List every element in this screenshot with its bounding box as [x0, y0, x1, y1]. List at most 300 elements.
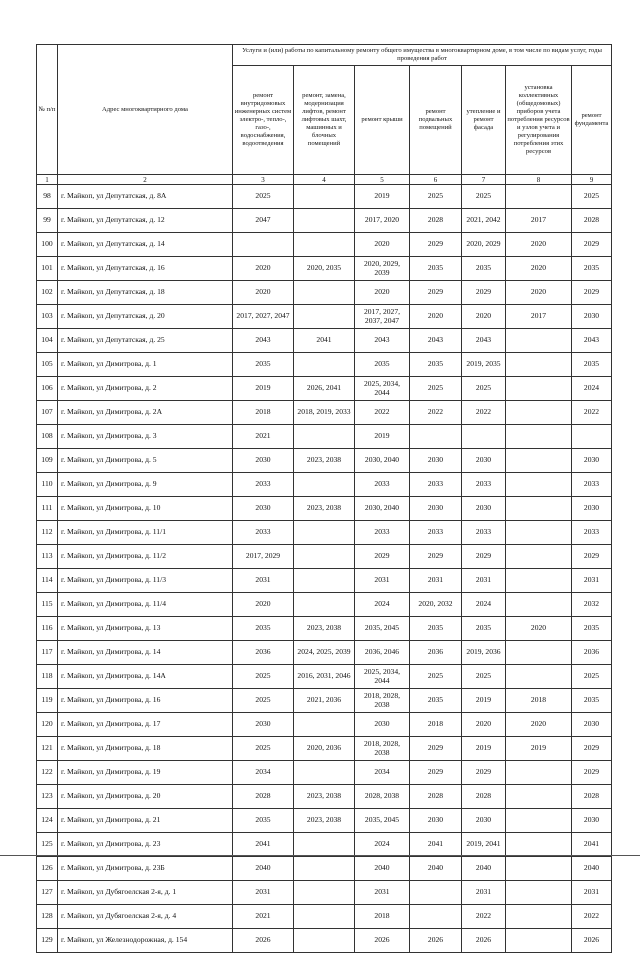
- basement-cell: 2028: [410, 785, 462, 809]
- meters-cell: [506, 833, 572, 857]
- facade-cell: 2035: [462, 617, 506, 641]
- row-number-cell: 104: [37, 329, 58, 353]
- meters-cell: [506, 761, 572, 785]
- roof-cell: 2018, 2028, 2038: [355, 737, 410, 761]
- address-cell: г. Майкоп, ул Димитрова, д. 2А: [58, 401, 233, 425]
- foundation-cell: 2035: [572, 689, 612, 713]
- basement-cell: [410, 905, 462, 929]
- elevators-cell: [294, 593, 355, 617]
- elevators-cell: [294, 857, 355, 881]
- foundation-cell: 2028: [572, 209, 612, 233]
- foundation-cell: 2033: [572, 521, 612, 545]
- address-cell: г. Майкоп, ул Депутатская, д. 12: [58, 209, 233, 233]
- header-work-basement: ремонт подвальных помещений: [410, 66, 462, 175]
- elevators-cell: [294, 929, 355, 953]
- table-row: [37, 833, 612, 857]
- basement-cell: 2025: [410, 185, 462, 209]
- foundation-cell: 2029: [572, 281, 612, 305]
- table-row: [37, 593, 612, 617]
- header-work-meters: установка коллективных (общедомовых) приборов учета потребления ресурсов и узлов учета и регулирования потребления этих ресурсов: [506, 66, 572, 175]
- elevators-cell: 2018, 2019, 2033: [294, 401, 355, 425]
- row-number-cell: 116: [37, 617, 58, 641]
- roof-cell: 2022: [355, 401, 410, 425]
- engineering-systems-cell: 2033: [233, 473, 294, 497]
- basement-cell: 2029: [410, 545, 462, 569]
- roof-cell: 2030, 2040: [355, 497, 410, 521]
- engineering-systems-cell: 2035: [233, 617, 294, 641]
- engineering-systems-cell: 2030: [233, 449, 294, 473]
- table-row: [37, 761, 612, 785]
- roof-cell: 2028, 2038: [355, 785, 410, 809]
- elevators-cell: 2016, 2031, 2046: [294, 665, 355, 689]
- roof-cell: 2026: [355, 929, 410, 953]
- engineering-systems-cell: 2036: [233, 641, 294, 665]
- foundation-cell: 2029: [572, 737, 612, 761]
- engineering-systems-cell: 2031: [233, 569, 294, 593]
- table-row: [37, 329, 612, 353]
- engineering-systems-cell: 2025: [233, 665, 294, 689]
- meters-cell: [506, 593, 572, 617]
- basement-cell: 2035: [410, 689, 462, 713]
- roof-cell: 2018, 2028, 2038: [355, 689, 410, 713]
- row-number-cell: 112: [37, 521, 58, 545]
- roof-cell: 2040: [355, 857, 410, 881]
- basement-cell: 2035: [410, 353, 462, 377]
- table-row: [37, 377, 612, 401]
- basement-cell: 2026: [410, 929, 462, 953]
- meters-cell: 2020: [506, 617, 572, 641]
- basement-cell: 2030: [410, 449, 462, 473]
- facade-cell: [462, 425, 506, 449]
- engineering-systems-cell: 2034: [233, 761, 294, 785]
- facade-cell: 2031: [462, 569, 506, 593]
- meters-cell: [506, 857, 572, 881]
- table-row: [37, 425, 612, 449]
- engineering-systems-cell: 2041: [233, 833, 294, 857]
- foundation-cell: 2028: [572, 785, 612, 809]
- elevators-cell: 2026, 2041: [294, 377, 355, 401]
- foundation-cell: 2035: [572, 353, 612, 377]
- header-work-elevators: ремонт, замена, модернизация лифтов, ремонт лифтовых шахт, машинных и блочных помещений: [294, 66, 355, 175]
- engineering-systems-cell: 2020: [233, 257, 294, 281]
- elevators-cell: [294, 833, 355, 857]
- foundation-cell: 2024: [572, 377, 612, 401]
- meters-cell: [506, 545, 572, 569]
- foundation-cell: 2029: [572, 545, 612, 569]
- address-cell: г. Майкоп, ул Димитрова, д. 14А: [58, 665, 233, 689]
- meters-cell: [506, 497, 572, 521]
- address-cell: г. Майкоп, ул Димитрова, д. 11/2: [58, 545, 233, 569]
- facade-cell: 2022: [462, 401, 506, 425]
- table-row: [37, 185, 612, 209]
- table-row: [37, 497, 612, 521]
- row-number-cell: 117: [37, 641, 58, 665]
- facade-cell: 2035: [462, 257, 506, 281]
- foundation-cell: 2035: [572, 617, 612, 641]
- engineering-systems-cell: 2047: [233, 209, 294, 233]
- table-row: [37, 857, 612, 881]
- row-number-cell: 111: [37, 497, 58, 521]
- facade-cell: 2019: [462, 689, 506, 713]
- table-row: [37, 521, 612, 545]
- elevators-cell: 2021, 2036: [294, 689, 355, 713]
- header-work-roof: ремонт крыши: [355, 66, 410, 175]
- elevators-cell: [294, 305, 355, 329]
- foundation-cell: 2029: [572, 761, 612, 785]
- row-number-cell: 115: [37, 593, 58, 617]
- foundation-cell: 2029: [572, 233, 612, 257]
- header-work-foundation: ремонт фундамента: [572, 66, 612, 175]
- column-number: 1: [37, 175, 58, 185]
- elevators-cell: [294, 713, 355, 737]
- facade-cell: 2029: [462, 761, 506, 785]
- facade-cell: 2019, 2036: [462, 641, 506, 665]
- meters-cell: [506, 929, 572, 953]
- facade-cell: 2019, 2035: [462, 353, 506, 377]
- basement-cell: 2035: [410, 257, 462, 281]
- engineering-systems-cell: 2033: [233, 521, 294, 545]
- engineering-systems-cell: 2019: [233, 377, 294, 401]
- meters-cell: 2018: [506, 689, 572, 713]
- row-number-cell: 129: [37, 929, 58, 953]
- basement-cell: [410, 881, 462, 905]
- meters-cell: [506, 329, 572, 353]
- engineering-systems-cell: 2035: [233, 353, 294, 377]
- roof-cell: 2019: [355, 185, 410, 209]
- column-number: 9: [572, 175, 612, 185]
- meters-cell: [506, 377, 572, 401]
- basement-cell: 2040: [410, 857, 462, 881]
- engineering-systems-cell: 2021: [233, 425, 294, 449]
- facade-cell: 2033: [462, 473, 506, 497]
- facade-cell: 2028: [462, 785, 506, 809]
- meters-cell: 2020: [506, 281, 572, 305]
- roof-cell: 2043: [355, 329, 410, 353]
- roof-cell: 2017, 2027, 2037, 2047: [355, 305, 410, 329]
- basement-cell: 2031: [410, 569, 462, 593]
- engineering-systems-cell: 2028: [233, 785, 294, 809]
- facade-cell: 2019: [462, 737, 506, 761]
- roof-cell: 2020: [355, 281, 410, 305]
- facade-cell: 2043: [462, 329, 506, 353]
- elevators-cell: [294, 521, 355, 545]
- roof-cell: 2024: [355, 833, 410, 857]
- facade-cell: 2026: [462, 929, 506, 953]
- row-number-cell: 126: [37, 857, 58, 881]
- basement-cell: 2030: [410, 809, 462, 833]
- basement-cell: 2020: [410, 305, 462, 329]
- basement-cell: 2025: [410, 377, 462, 401]
- facade-cell: 2030: [462, 449, 506, 473]
- foundation-cell: 2040: [572, 857, 612, 881]
- basement-cell: 2035: [410, 617, 462, 641]
- address-cell: г. Майкоп, ул Димитрова, д. 21: [58, 809, 233, 833]
- meters-cell: [506, 905, 572, 929]
- capital-repair-schedule-table: [36, 44, 612, 953]
- row-number-cell: 113: [37, 545, 58, 569]
- address-cell: г. Майкоп, ул Димитрова, д. 14: [58, 641, 233, 665]
- address-cell: г. Майкоп, ул Депутатская, д. 25: [58, 329, 233, 353]
- row-number-cell: 102: [37, 281, 58, 305]
- page-bottom-rule: [0, 855, 640, 856]
- row-number-cell: 100: [37, 233, 58, 257]
- facade-cell: 2030: [462, 809, 506, 833]
- address-cell: г. Майкоп, ул Димитрова, д. 1: [58, 353, 233, 377]
- row-number-cell: 110: [37, 473, 58, 497]
- address-cell: г. Майкоп, ул Железнодорожная, д. 154: [58, 929, 233, 953]
- facade-cell: 2019, 2041: [462, 833, 506, 857]
- engineering-systems-cell: 2018: [233, 401, 294, 425]
- engineering-systems-cell: 2021: [233, 905, 294, 929]
- basement-cell: 2020, 2032: [410, 593, 462, 617]
- roof-cell: 2020: [355, 233, 410, 257]
- roof-cell: 2025, 2034, 2044: [355, 665, 410, 689]
- column-number: 4: [294, 175, 355, 185]
- row-number-cell: 123: [37, 785, 58, 809]
- meters-cell: 2020: [506, 257, 572, 281]
- engineering-systems-cell: 2040: [233, 857, 294, 881]
- foundation-cell: 2030: [572, 713, 612, 737]
- table-row: [37, 233, 612, 257]
- roof-cell: 2036, 2046: [355, 641, 410, 665]
- basement-cell: 2029: [410, 281, 462, 305]
- elevators-cell: [294, 425, 355, 449]
- meters-cell: 2017: [506, 209, 572, 233]
- elevators-cell: [294, 233, 355, 257]
- foundation-cell: 2032: [572, 593, 612, 617]
- basement-cell: [410, 425, 462, 449]
- row-number-cell: 127: [37, 881, 58, 905]
- engineering-systems-cell: 2017, 2027, 2047: [233, 305, 294, 329]
- row-number-cell: 107: [37, 401, 58, 425]
- table-row: [37, 665, 612, 689]
- meters-cell: [506, 785, 572, 809]
- address-cell: г. Майкоп, ул Депутатская, д. 16: [58, 257, 233, 281]
- table-row: [37, 473, 612, 497]
- row-number-cell: 109: [37, 449, 58, 473]
- table-row: [37, 737, 612, 761]
- column-number: 8: [506, 175, 572, 185]
- address-cell: г. Майкоп, ул Депутатская, д. 8А: [58, 185, 233, 209]
- elevators-cell: 2023, 2038: [294, 785, 355, 809]
- foundation-cell: 2031: [572, 569, 612, 593]
- elevators-cell: 2020, 2035: [294, 257, 355, 281]
- basement-cell: 2029: [410, 233, 462, 257]
- meters-cell: [506, 353, 572, 377]
- table-row: [37, 809, 612, 833]
- facade-cell: 2020, 2029: [462, 233, 506, 257]
- roof-cell: 2017, 2020: [355, 209, 410, 233]
- facade-cell: 2033: [462, 521, 506, 545]
- facade-cell: 2040: [462, 857, 506, 881]
- meters-cell: 2017: [506, 305, 572, 329]
- elevators-cell: [294, 209, 355, 233]
- address-cell: г. Майкоп, ул Димитрова, д. 5: [58, 449, 233, 473]
- address-cell: г. Майкоп, ул Димитрова, д. 11/1: [58, 521, 233, 545]
- roof-cell: 2024: [355, 593, 410, 617]
- address-cell: г. Майкоп, ул Димитрова, д. 16: [58, 689, 233, 713]
- meters-cell: [506, 665, 572, 689]
- facade-cell: 2029: [462, 281, 506, 305]
- row-number-cell: 119: [37, 689, 58, 713]
- meters-cell: [506, 449, 572, 473]
- roof-cell: 2035: [355, 353, 410, 377]
- table-row: [37, 281, 612, 305]
- roof-cell: 2020, 2029, 2039: [355, 257, 410, 281]
- table-row: [37, 545, 612, 569]
- foundation-cell: 2030: [572, 449, 612, 473]
- roof-cell: 2033: [355, 473, 410, 497]
- foundation-cell: 2022: [572, 401, 612, 425]
- meters-cell: [506, 881, 572, 905]
- address-cell: г. Майкоп, ул Димитрова, д. 11/4: [58, 593, 233, 617]
- header-address: Адрес многоквартирного дома: [58, 45, 233, 175]
- header-work-engineering: ремонт внутридомовых инженерных систем электро-, тепло-, газо-, водоснабжения, водоотведения: [233, 66, 294, 175]
- table-body: [37, 185, 612, 953]
- elevators-cell: [294, 569, 355, 593]
- basement-cell: 2025: [410, 665, 462, 689]
- table-row: [37, 209, 612, 233]
- engineering-systems-cell: 2025: [233, 737, 294, 761]
- row-number-cell: 99: [37, 209, 58, 233]
- foundation-cell: 2041: [572, 833, 612, 857]
- foundation-cell: 2030: [572, 497, 612, 521]
- row-number-cell: 106: [37, 377, 58, 401]
- table-row: [37, 881, 612, 905]
- capital-repair-schedule-table-wrapper: [36, 44, 612, 953]
- engineering-systems-cell: 2043: [233, 329, 294, 353]
- column-number: 2: [58, 175, 233, 185]
- elevators-cell: 2023, 2038: [294, 449, 355, 473]
- elevators-cell: [294, 353, 355, 377]
- roof-cell: 2035, 2045: [355, 617, 410, 641]
- facade-cell: 2024: [462, 593, 506, 617]
- column-number: 5: [355, 175, 410, 185]
- address-cell: г. Майкоп, ул Дубягоелская 2-я, д. 4: [58, 905, 233, 929]
- address-cell: г. Майкоп, ул Димитрова, д. 23: [58, 833, 233, 857]
- roof-cell: 2031: [355, 569, 410, 593]
- facade-cell: 2020: [462, 305, 506, 329]
- engineering-systems-cell: 2020: [233, 281, 294, 305]
- address-cell: г. Майкоп, ул Димитрова, д. 13: [58, 617, 233, 641]
- header-number: № п/п: [37, 45, 58, 175]
- facade-cell: 2025: [462, 665, 506, 689]
- column-number: 7: [462, 175, 506, 185]
- elevators-cell: 2024, 2025, 2039: [294, 641, 355, 665]
- meters-cell: [506, 521, 572, 545]
- facade-cell: 2025: [462, 185, 506, 209]
- column-number: 6: [410, 175, 462, 185]
- row-number-cell: 118: [37, 665, 58, 689]
- foundation-cell: 2026: [572, 929, 612, 953]
- basement-cell: 2030: [410, 497, 462, 521]
- elevators-cell: [294, 905, 355, 929]
- table-row: [37, 785, 612, 809]
- basement-cell: 2033: [410, 521, 462, 545]
- address-cell: г. Майкоп, ул Димитрова, д. 11/3: [58, 569, 233, 593]
- table-row: [37, 689, 612, 713]
- header-works-group: Услуги и (или) работы по капитальному ремонту общего имущества в многоквартирном доме, в том числе по видам услуг, годы проведения работ: [233, 45, 612, 66]
- facade-cell: 2020: [462, 713, 506, 737]
- meters-cell: [506, 401, 572, 425]
- engineering-systems-cell: 2017, 2029: [233, 545, 294, 569]
- facade-cell: 2025: [462, 377, 506, 401]
- row-number-cell: 103: [37, 305, 58, 329]
- elevators-cell: [294, 761, 355, 785]
- foundation-cell: 2035: [572, 257, 612, 281]
- table-row: [37, 305, 612, 329]
- meters-cell: [506, 641, 572, 665]
- engineering-systems-cell: 2031: [233, 881, 294, 905]
- elevators-cell: 2023, 2038: [294, 617, 355, 641]
- address-cell: г. Майкоп, ул Димитрова, д. 10: [58, 497, 233, 521]
- elevators-cell: 2020, 2036: [294, 737, 355, 761]
- basement-cell: 2022: [410, 401, 462, 425]
- header-work-facade: утепление и ремонт фасада: [462, 66, 506, 175]
- engineering-systems-cell: 2030: [233, 497, 294, 521]
- address-cell: г. Майкоп, ул Депутатская, д. 18: [58, 281, 233, 305]
- meters-cell: [506, 185, 572, 209]
- basement-cell: 2041: [410, 833, 462, 857]
- facade-cell: 2022: [462, 905, 506, 929]
- address-cell: г. Майкоп, ул Дубягоелская 2-я, д. 1: [58, 881, 233, 905]
- address-cell: г. Майкоп, ул Депутатская, д. 14: [58, 233, 233, 257]
- table-row: [37, 401, 612, 425]
- foundation-cell: 2043: [572, 329, 612, 353]
- meters-cell: 2020: [506, 713, 572, 737]
- meters-cell: [506, 473, 572, 497]
- roof-cell: 2019: [355, 425, 410, 449]
- facade-cell: 2021, 2042: [462, 209, 506, 233]
- address-cell: г. Майкоп, ул Димитрова, д. 17: [58, 713, 233, 737]
- foundation-cell: 2036: [572, 641, 612, 665]
- basement-cell: 2029: [410, 761, 462, 785]
- engineering-systems-cell: 2020: [233, 593, 294, 617]
- roof-cell: 2035, 2045: [355, 809, 410, 833]
- basement-cell: 2028: [410, 209, 462, 233]
- elevators-cell: [294, 473, 355, 497]
- row-number-cell: 108: [37, 425, 58, 449]
- facade-cell: 2030: [462, 497, 506, 521]
- elevators-cell: [294, 881, 355, 905]
- row-number-cell: 125: [37, 833, 58, 857]
- basement-cell: 2018: [410, 713, 462, 737]
- roof-cell: 2031: [355, 881, 410, 905]
- elevators-cell: 2041: [294, 329, 355, 353]
- elevators-cell: 2023, 2038: [294, 497, 355, 521]
- facade-cell: 2029: [462, 545, 506, 569]
- meters-cell: 2020: [506, 233, 572, 257]
- roof-cell: 2033: [355, 521, 410, 545]
- engineering-systems-cell: 2025: [233, 185, 294, 209]
- address-cell: г. Майкоп, ул Димитрова, д. 3: [58, 425, 233, 449]
- address-cell: г. Майкоп, ул Димитрова, д. 9: [58, 473, 233, 497]
- basement-cell: 2029: [410, 737, 462, 761]
- address-cell: г. Майкоп, ул Димитрова, д. 23Б: [58, 857, 233, 881]
- foundation-cell: 2022: [572, 905, 612, 929]
- table-row: [37, 641, 612, 665]
- address-cell: г. Майкоп, ул Димитрова, д. 19: [58, 761, 233, 785]
- row-number-cell: 121: [37, 737, 58, 761]
- column-number: 3: [233, 175, 294, 185]
- engineering-systems-cell: 2035: [233, 809, 294, 833]
- address-cell: г. Майкоп, ул Димитрова, д. 20: [58, 785, 233, 809]
- row-number-cell: 120: [37, 713, 58, 737]
- row-number-cell: 105: [37, 353, 58, 377]
- meters-cell: [506, 809, 572, 833]
- elevators-cell: [294, 281, 355, 305]
- basement-cell: 2033: [410, 473, 462, 497]
